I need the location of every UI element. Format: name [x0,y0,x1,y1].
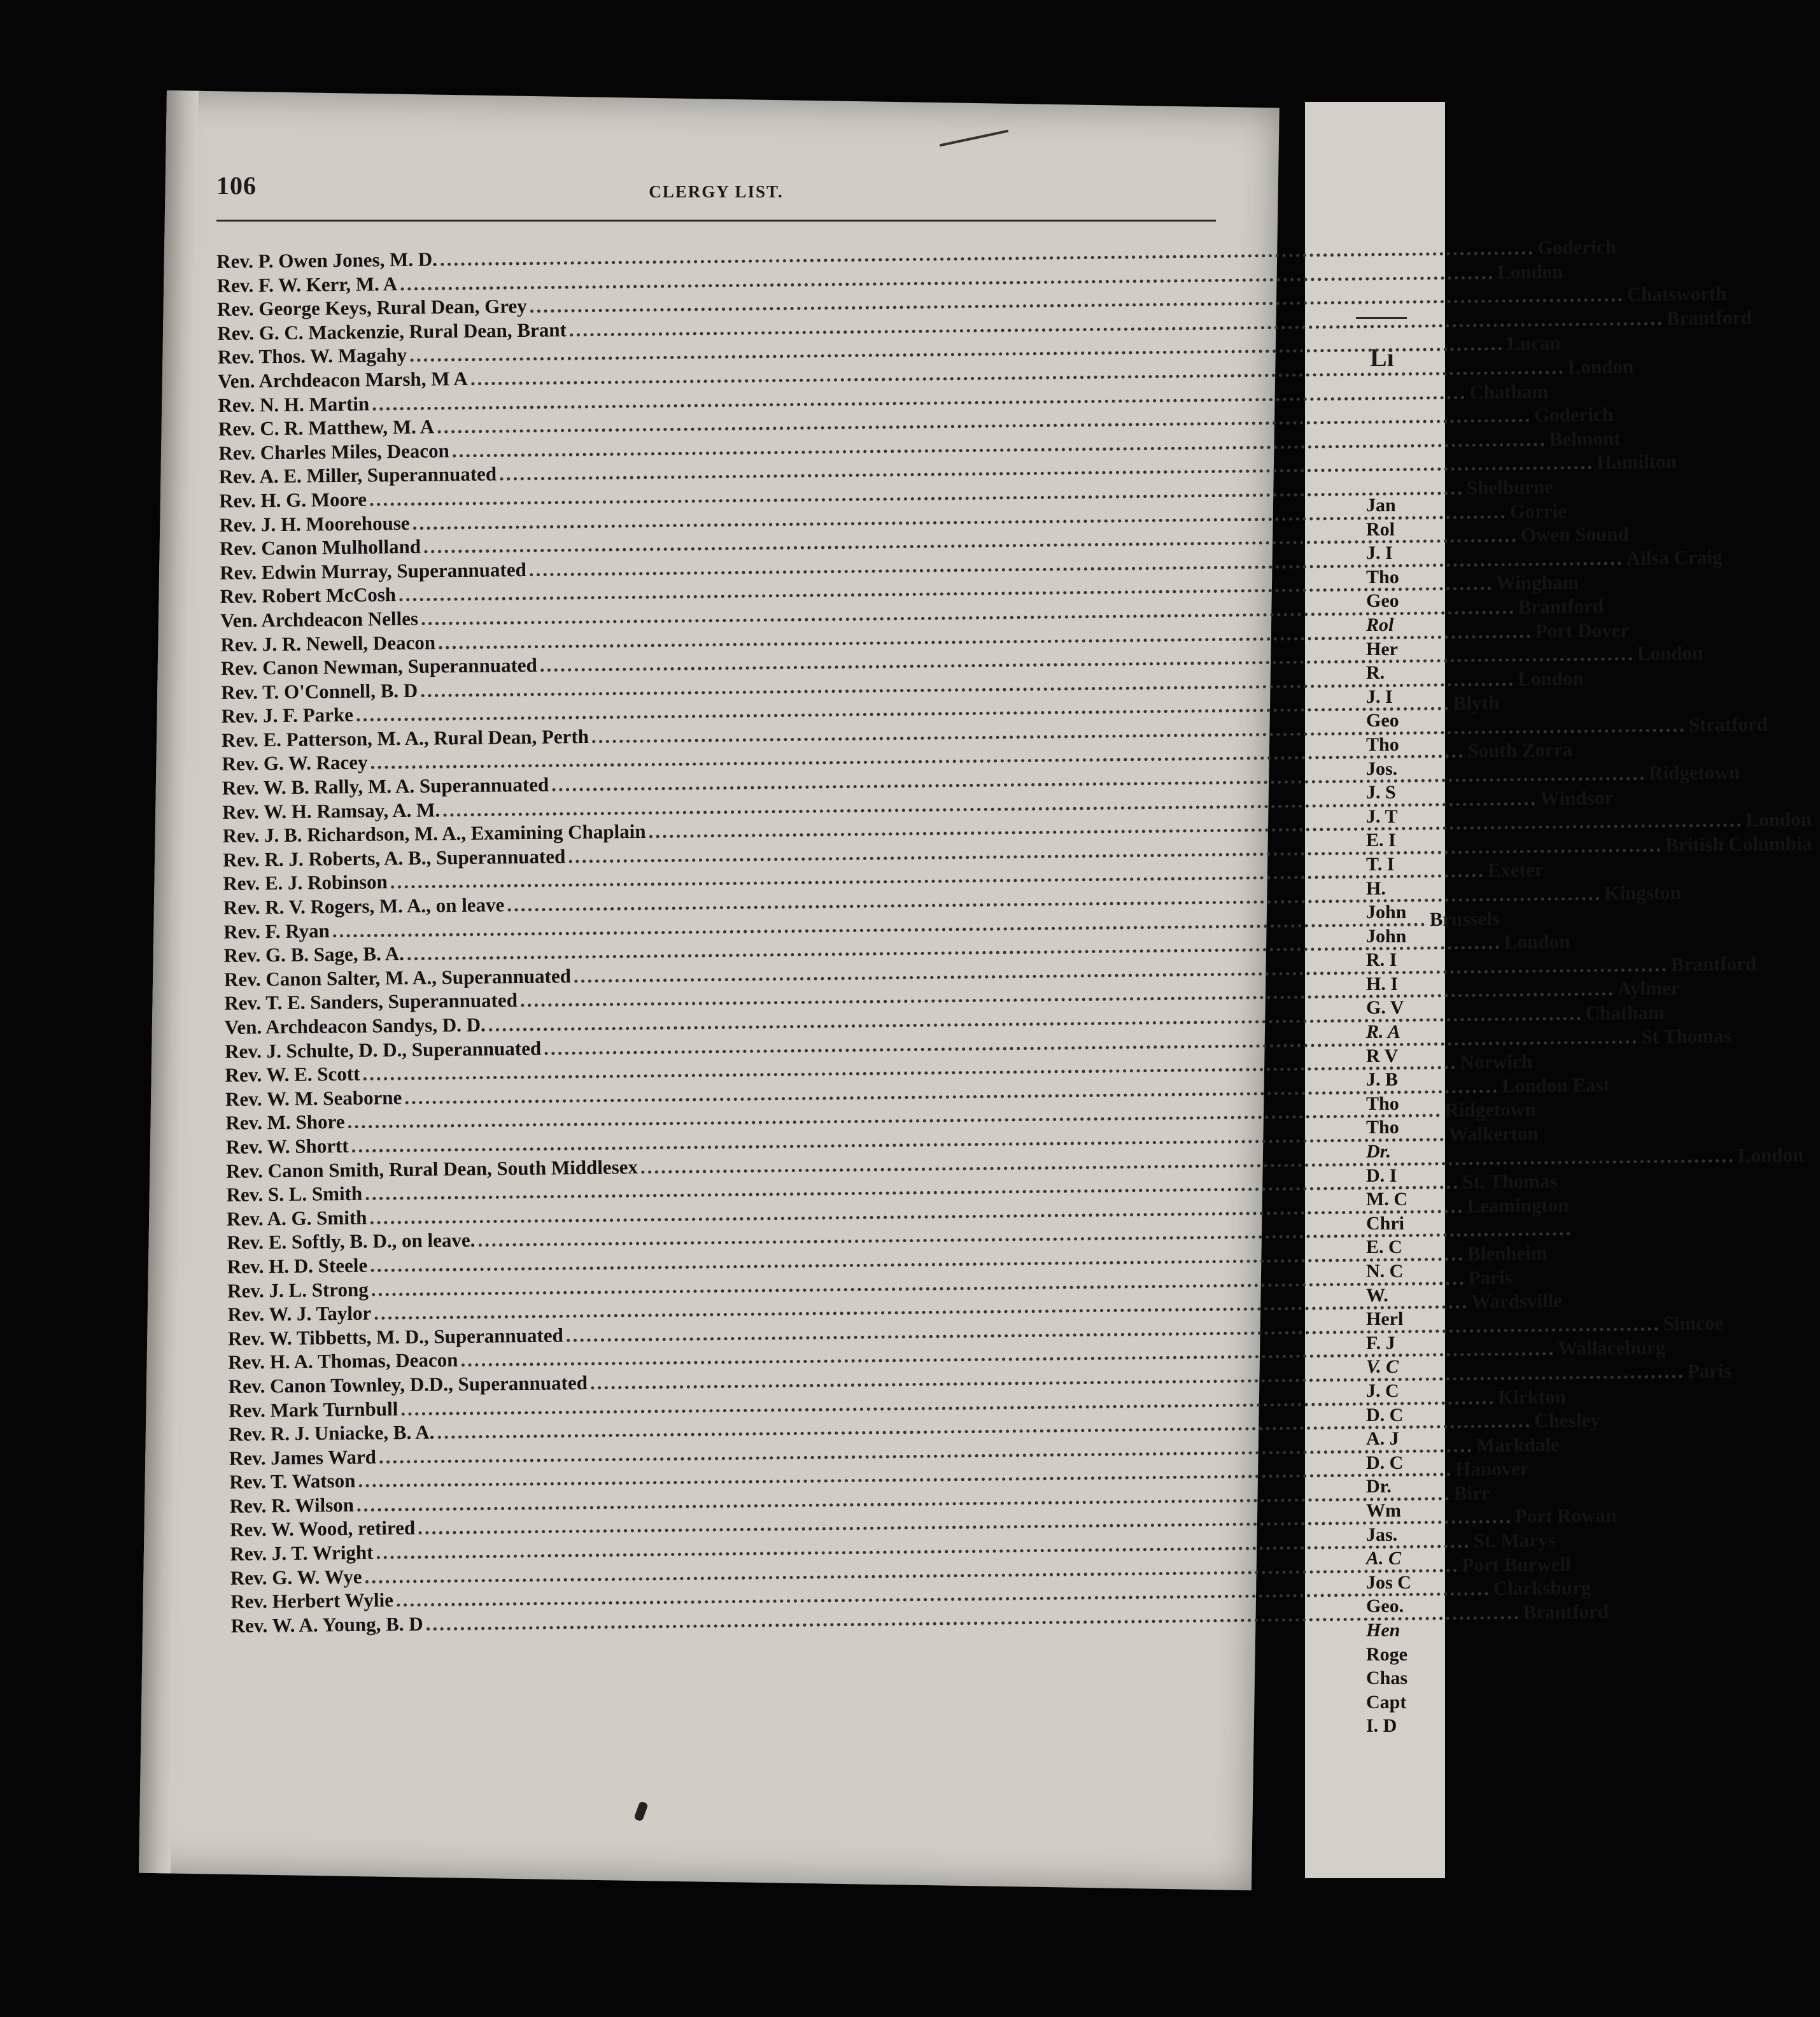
clergy-place: London [1497,260,1563,283]
clergy-place: Chatham [1585,1001,1665,1024]
clergy-place: Windsor [1539,786,1614,809]
facing-page-fragment: J. T [1366,805,1398,827]
clergy-name: Rev. F. W. Kerr, M. A [216,272,398,297]
clergy-place: Lucan [1506,332,1561,355]
clergy-name: Rev. T. Watson [229,1469,356,1494]
clergy-name: Rev. P. Owen Jones, M. D. [216,248,438,272]
clergy-place: Norwich [1460,1050,1533,1073]
facing-page-fragment: Geo. [1366,1596,1404,1617]
clergy-place: London [1746,808,1812,832]
header-rule [216,220,1216,222]
clergy-name: Rev. T. O'Connell, B. D [221,679,418,704]
clergy-name: Rev. J. H. Moorehouse [219,511,410,536]
clergy-name: Rev. W. Shortt [225,1134,349,1158]
clergy-name: Rev. F. Ryan [223,919,330,943]
clergy-name: Ven. Archdeacon Sandys, D. D. [224,1013,486,1038]
clergy-place: Birr [1453,1482,1490,1504]
clergy-place: Gorrie [1509,499,1567,523]
running-head: CLERGY LIST. [649,182,784,201]
facing-page-fragment: Jos C [1366,1571,1411,1593]
facing-page-fragment: H. I [1366,973,1399,994]
clergy-name: Rev. N. H. Martin [218,392,370,416]
facing-page-fragment: E. C [1366,1236,1402,1258]
clergy-place: Brantford [1666,306,1753,329]
clergy-name: Rev. G. W. Racey [222,751,368,775]
facing-page-fragment: Wm [1366,1499,1401,1521]
facing-page-fragment: R. [1366,662,1385,684]
clergy-place: Wingham [1495,570,1579,595]
facing-page-fragment: J. I [1366,542,1393,564]
clergy-name: Rev. G. B. Sage, B. A. [223,942,405,967]
clergy-place: London East [1501,1073,1611,1097]
page-edge-shadow [139,90,199,1873]
clergy-place: Shelburne [1466,475,1554,499]
clergy-place: Blyth [1453,691,1500,714]
clergy-name: Rev. Canon Mulholland [219,535,421,560]
clergy-name: Rev. H. G. Moore [218,488,367,512]
facing-page-fragment: Rol [1366,518,1395,540]
clergy-name: Rev. J. F. Parke [221,704,354,728]
facing-page-fragment: Jan [1366,495,1396,516]
facing-page-fragment: J. S [1366,782,1396,803]
facing-page-heading: Li [1370,343,1394,372]
clergy-place: Port Burwell [1462,1552,1571,1576]
clergy-place: Stratford [1688,712,1768,736]
clergy-name: Rev. H. D. Steele [227,1254,368,1278]
clergy-place: Markdale [1476,1433,1560,1457]
facing-page-fragment: E. I [1366,830,1396,851]
clergy-place: Owen Sound [1520,522,1629,546]
clergy-place: St. Thomas [1462,1170,1558,1193]
clergy-name: Rev. Mark Turnbull [228,1397,399,1422]
facing-page-fragment: J. I [1366,686,1393,707]
clergy-place: Brantford [1518,595,1604,618]
clergy-name: Rev. W. Wood, retired [229,1517,416,1541]
clergy-name: Rev. E. Softly, B. D., on leave. [227,1229,476,1254]
clergy-place: Hamilton [1596,450,1677,474]
clergy-place: British Columbia [1665,832,1812,856]
clergy-place: London [1637,641,1704,665]
clergy-name: Rev. E. J. Robinson [223,870,388,895]
facing-page-fragment: D. I [1366,1164,1397,1186]
clergy-name: Ven. Archdeacon Marsh, M A [217,367,469,392]
clergy-place: Blenheim [1467,1242,1548,1265]
clergy-place: St Thomas [1640,1024,1732,1048]
clergy-place: London [1517,667,1584,690]
facing-page-fragment: Jas. [1366,1524,1398,1545]
facing-page-fragment: Capt [1366,1691,1407,1713]
facing-page-fragment: Dr. [1366,1476,1392,1497]
clergy-name: Rev. A. G. Smith [226,1206,367,1230]
clergy-place: Walkerton [1448,1122,1539,1145]
facing-page-fragment: Tho [1366,1093,1399,1114]
clergy-name: Rev. Charles Miles, Deacon [218,439,449,464]
facing-page-fragment: R. I [1366,949,1397,971]
facing-page-fragment: Her [1366,638,1398,660]
facing-page-fragment: F. J [1366,1332,1395,1354]
clergy-name: Rev. Canon Salter, M. A., Superannuated [223,965,572,991]
clergy-place: Simcoe [1663,1312,1724,1335]
clergy-name: Rev. R. Wilson [229,1493,355,1517]
facing-page-fragment: Chri [1366,1212,1404,1234]
clergy-name: Rev. G. C. Mackenzie, Rural Dean, Brant [217,318,567,344]
facing-page-fragment: Rol [1366,614,1394,635]
facing-page-fragment: N. C [1366,1261,1404,1282]
facing-page-fragment: V. C [1366,1356,1399,1378]
facing-page-fragment: G. V [1366,997,1404,1019]
clergy-name: Rev. C. R. Matthew, M. A [218,415,435,441]
clergy-name: Rev. J. R. Newell, Deacon [220,630,436,656]
facing-page-fragment: D. C [1366,1452,1404,1473]
facing-page-fragment: M. C [1366,1189,1407,1210]
clergy-place: Chatham [1469,379,1549,403]
clergy-name: Rev. W. M. Seaborne [225,1086,402,1110]
facing-page-fragment: R. A [1366,1021,1400,1043]
page-header [216,171,1216,209]
clergy-place: London [1504,930,1570,954]
clergy-place: Clarksburg [1493,1576,1591,1600]
clergy-name: Rev. W. A. Young, B. D [230,1612,423,1637]
facing-page-fragment: R V [1366,1045,1399,1066]
clergy-place: Goderich [1537,235,1617,259]
clergy-place: Brussels [1429,907,1500,930]
facing-page-fragment: J. B [1366,1069,1399,1091]
clergy-name: Rev. R. J. Roberts, A. B., Superannuated [222,845,566,871]
clergy-name: Rev. J. T. Wright [230,1541,374,1565]
clergy-name: Rev. H. A. Thomas, Deacon [228,1348,458,1374]
clergy-place: Kingston [1604,881,1681,905]
clergy-name: Rev. Canon Smith, Rural Dean, South Middlesex [225,1155,638,1182]
clergy-name: Rev. James Ward [229,1445,377,1469]
facing-page-fragment: I. D [1366,1715,1397,1737]
facing-page-fragment: T. I [1366,853,1395,875]
facing-page-fragment: A. J [1366,1428,1399,1450]
facing-page-fragment: Roge [1366,1643,1407,1665]
clergy-place: Hanover [1455,1457,1529,1481]
facing-page-fragment: H. [1366,877,1386,899]
clergy-name: Rev. Herbert Wylie [230,1589,394,1613]
clergy-place: Chesley [1534,1408,1600,1432]
clergy-place: Chatsworth [1626,282,1727,306]
clergy-name: Rev. M. Shore [225,1110,345,1135]
facing-page-fragment: Geo [1366,590,1399,612]
clergy-place: Paris [1468,1266,1513,1289]
clergy-name: Rev. E. Patterson, M. A., Rural Dean, Perth [221,725,589,751]
clergy-name: Rev. W. J. Taylor [227,1301,372,1326]
clergy-place: London [1737,1143,1804,1166]
facing-page-fragment: Jos. [1366,758,1398,779]
clergy-place: Ridgetown [1444,1098,1536,1122]
clergy-place: Wallaceburg [1558,1336,1666,1360]
clergy-name: Rev. George Keys, Rural Dean, Grey [216,295,527,321]
page-number: 106 [216,171,257,200]
clergy-place: Leamington [1467,1193,1569,1217]
facing-page-fragment: Geo [1366,710,1399,732]
clergy-name: Rev. J. Schulte, D. D., Superannuated [225,1037,542,1063]
clergy-place: Wardsville [1471,1289,1563,1313]
clergy-name: Rev. W. H. Ramsay, A. M. [222,798,441,823]
clergy-name: Rev. Canon Newman, Superannuated [220,653,537,680]
clergy-place: St. Marys [1473,1529,1556,1552]
clergy-name: Rev. G. W. Wye [230,1565,362,1589]
facing-page-fragment: Dr. [1366,1141,1392,1163]
clergy-place: Brantford [1670,952,1757,975]
facing-page-fragment: D. C [1366,1404,1404,1426]
clergy-place: Goderich [1534,403,1614,427]
facing-page-fragment: J. C [1366,1380,1399,1401]
clergy-name: Rev. R. J. Uniacke, B. A. [229,1420,435,1445]
facing-page-fragment: W. [1366,1284,1388,1306]
clergy-place: Belmont [1549,427,1621,450]
clergy-place: Paris [1687,1359,1732,1382]
clergy-name: Ven. Archdeacon Nelles [220,607,419,632]
clergy-name: Rev. W. Tibbetts, M. D., Superannuated [227,1324,563,1350]
clergy-name: Rev. W. E. Scott [225,1062,360,1087]
facing-page-fragment: John [1366,925,1407,947]
clergy-name: Rev. A. E. Miller, Superannuated [218,462,497,488]
clergy-name: Rev. W. B. Rally, M. A. Superannuated [222,773,549,800]
clergy-place: Aylmer [1617,977,1680,1000]
clergy-name: Rev. R. V. Rogers, M. A., on leave [223,893,505,919]
clergy-place: Ailsa Craig [1626,545,1723,569]
clergy-place: Ridgetown [1648,761,1740,784]
clergy-name: Rev. Canon Townley, D.D., Superannuated [228,1371,588,1398]
clergy-place: Port Rowan [1514,1504,1617,1528]
clergy-name: Rev. J. L. Strong [227,1278,369,1302]
facing-page-fragment: Herl [1366,1308,1404,1330]
clergy-place: Brantford [1523,1600,1609,1624]
clergy-name: Rev. Thos. W. Magahy [217,344,407,369]
clergy-place: Kirkton [1497,1385,1567,1408]
clergy-place: London [1567,355,1634,378]
clergy-place: South Zorra [1467,739,1573,762]
clergy-name: Rev. S. L. Smith [226,1182,363,1207]
clergy-name: Rev. Edwin Murray, Superannuated [220,558,526,584]
clergy-place: Port Dover [1535,618,1630,642]
facing-page-fragment: A. C [1366,1548,1402,1569]
facing-page-fragment: John [1366,902,1407,923]
clergy-place: Exeter [1487,858,1544,882]
facing-page-fragment: Chas [1366,1667,1408,1689]
facing-page-fragment: Tho [1366,1117,1399,1138]
clergy-name: Rev. T. E. Sanders, Superannuated [224,989,518,1015]
facing-page-fragment: Tho [1366,733,1399,755]
clergy-name: Rev. Robert McCosh [220,583,397,608]
facing-page-fragment: Tho [1366,566,1399,588]
clergy-name: Rev. J. B. Richardson, M. A., Examining Chaplain [222,820,646,847]
facing-page-fragment: Hen [1366,1619,1400,1641]
